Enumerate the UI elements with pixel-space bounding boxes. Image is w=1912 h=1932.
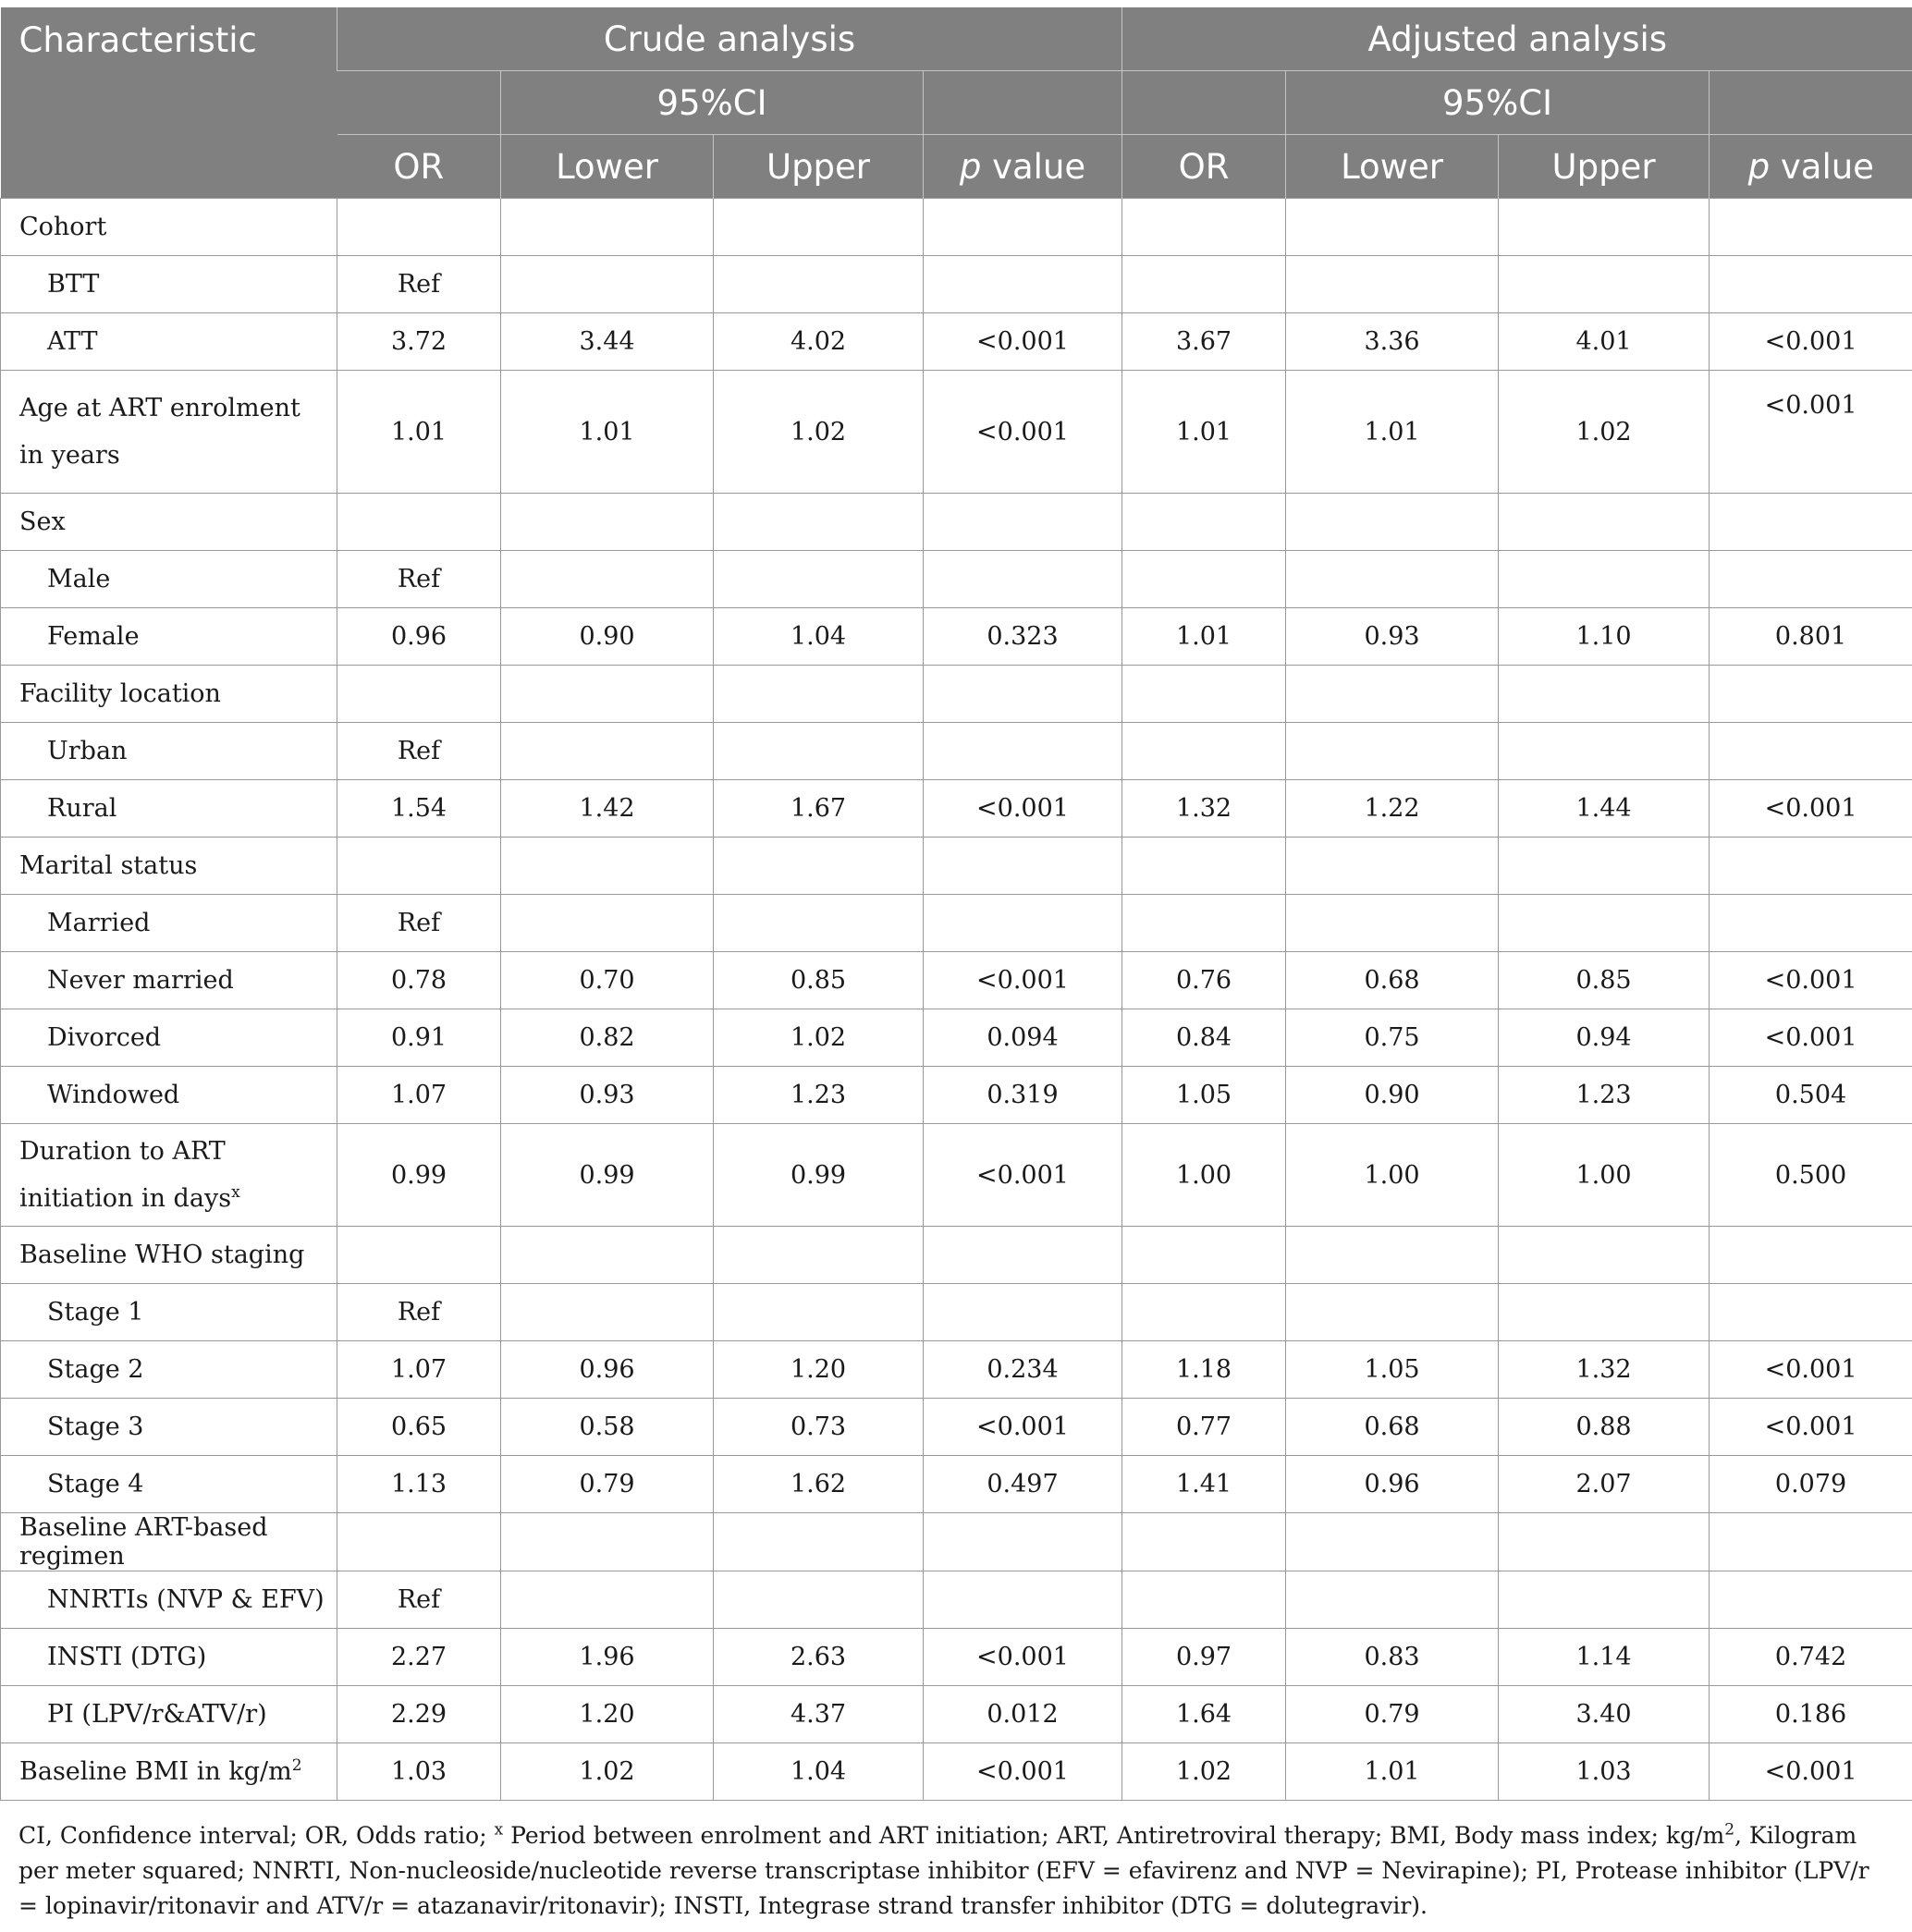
cell-adjusted-lower: 0.83 [1286, 1629, 1499, 1686]
cell-adjusted-lower: 0.75 [1286, 1009, 1499, 1067]
header-crude-95ci: 95%CI [501, 71, 924, 135]
row-label: Sex [1, 494, 337, 551]
cell-adjusted-lower: 0.79 [1286, 1686, 1499, 1743]
header-adjusted-or-spacer [1122, 71, 1286, 135]
cell-adjusted-lower [1286, 256, 1499, 313]
table-row [1, 723, 1912, 780]
cell-adjusted-lower: 0.68 [1286, 952, 1499, 1009]
cell-adjusted-p-value: 0.186 [1710, 1686, 1912, 1743]
cell-crude-or: 0.99 [337, 1124, 501, 1227]
cell-adjusted-upper: 1.02 [1499, 371, 1710, 494]
cell-adjusted-upper: 2.07 [1499, 1456, 1710, 1513]
cell-adjusted-upper: 1.14 [1499, 1629, 1710, 1686]
row-label: Cohort [1, 199, 337, 256]
row-label: Urban [1, 723, 337, 780]
cell-adjusted-upper: 0.88 [1499, 1399, 1710, 1456]
cell-adjusted-upper: 0.85 [1499, 952, 1710, 1009]
row-label: Age at ART enrolment in years [1, 371, 337, 494]
row-label: INSTI (DTG) [1, 1629, 337, 1686]
row-label: Never married [1, 952, 337, 1009]
cell-crude-upper [714, 199, 924, 256]
cell-crude-or [337, 666, 501, 723]
cell-crude-lower: 0.90 [501, 608, 714, 666]
cell-crude-or [337, 494, 501, 551]
cell-crude-p-value [924, 199, 1122, 256]
cell-crude-or: Ref [337, 551, 501, 608]
cell-adjusted-or [1122, 494, 1286, 551]
cell-crude-lower: 0.99 [501, 1124, 714, 1227]
cell-adjusted-or: 1.00 [1122, 1124, 1286, 1227]
cell-adjusted-or: 1.64 [1122, 1686, 1286, 1743]
row-label: Stage 3 [1, 1399, 337, 1456]
cell-crude-lower [501, 666, 714, 723]
table-row [1, 608, 1912, 666]
cell-crude-or: 0.96 [337, 608, 501, 666]
cell-adjusted-lower: 1.01 [1286, 371, 1499, 494]
cell-crude-p-value: 0.497 [924, 1456, 1122, 1513]
cell-adjusted-upper [1499, 1571, 1710, 1629]
cell-crude-p-value: <0.001 [924, 371, 1122, 494]
cell-crude-p-value: 0.094 [924, 1009, 1122, 1067]
cell-adjusted-lower [1286, 723, 1499, 780]
cell-crude-upper [714, 494, 924, 551]
odds-ratio-table [0, 7, 1912, 1801]
header-crude-upper: Upper [714, 135, 924, 199]
row-label: NNRTIs (NVP & EFV) [1, 1571, 337, 1629]
table-row [1, 313, 1912, 371]
cell-crude-upper: 1.23 [714, 1067, 924, 1124]
cell-crude-upper: 0.73 [714, 1399, 924, 1456]
cell-crude-or: 1.03 [337, 1743, 501, 1801]
cell-crude-p-value [924, 256, 1122, 313]
cell-crude-upper [714, 838, 924, 895]
cell-adjusted-p-value: <0.001 [1710, 1341, 1912, 1399]
row-label: Stage 2 [1, 1341, 337, 1399]
cell-crude-lower: 1.20 [501, 1686, 714, 1743]
row-label: Married [1, 895, 337, 952]
cell-adjusted-lower [1286, 895, 1499, 952]
cell-adjusted-upper [1499, 1513, 1710, 1571]
cell-crude-upper: 0.85 [714, 952, 924, 1009]
table-row [1, 1124, 1912, 1227]
cell-adjusted-lower [1286, 1284, 1499, 1341]
cell-adjusted-upper [1499, 1227, 1710, 1284]
cell-adjusted-p-value: <0.001 [1710, 780, 1912, 838]
header-crude-analysis: Crude analysis [337, 7, 1122, 71]
cell-crude-p-value [924, 838, 1122, 895]
cell-crude-or: Ref [337, 1571, 501, 1629]
cell-crude-upper [714, 1284, 924, 1341]
cell-adjusted-upper [1499, 494, 1710, 551]
row-label: Windowed [1, 1067, 337, 1124]
cell-crude-upper: 1.62 [714, 1456, 924, 1513]
table-body [1, 199, 1912, 1801]
cell-crude-or: 0.65 [337, 1399, 501, 1456]
cell-adjusted-or: 1.01 [1122, 608, 1286, 666]
cell-adjusted-upper [1499, 895, 1710, 952]
table-row [1, 1513, 1912, 1571]
cell-adjusted-upper [1499, 551, 1710, 608]
cell-crude-lower: 0.96 [501, 1341, 714, 1399]
table-row [1, 1067, 1912, 1124]
cell-crude-p-value: <0.001 [924, 1399, 1122, 1456]
table-row [1, 1571, 1912, 1629]
cell-adjusted-p-value: <0.001 [1710, 1009, 1912, 1067]
cell-crude-p-value: <0.001 [924, 1124, 1122, 1227]
cell-crude-p-value [924, 551, 1122, 608]
cell-crude-upper [714, 723, 924, 780]
cell-crude-or [337, 199, 501, 256]
cell-crude-or: 1.07 [337, 1067, 501, 1124]
cell-adjusted-lower [1286, 551, 1499, 608]
row-label: PI (LPV/r&ATV/r) [1, 1686, 337, 1743]
cell-adjusted-lower: 3.36 [1286, 313, 1499, 371]
row-label: Stage 1 [1, 1284, 337, 1341]
cell-adjusted-or [1122, 666, 1286, 723]
cell-crude-upper [714, 256, 924, 313]
table-row [1, 1456, 1912, 1513]
cell-crude-upper: 1.67 [714, 780, 924, 838]
cell-adjusted-upper: 3.40 [1499, 1686, 1710, 1743]
cell-crude-upper: 0.99 [714, 1124, 924, 1227]
cell-adjusted-lower [1286, 838, 1499, 895]
cell-crude-lower [501, 494, 714, 551]
header-crude-lower: Lower [501, 135, 714, 199]
cell-adjusted-upper: 1.44 [1499, 780, 1710, 838]
cell-crude-lower [501, 1571, 714, 1629]
cell-crude-p-value [924, 1284, 1122, 1341]
cell-adjusted-or [1122, 895, 1286, 952]
table-row [1, 838, 1912, 895]
cell-adjusted-or: 0.84 [1122, 1009, 1286, 1067]
cell-adjusted-upper [1499, 256, 1710, 313]
row-label: Male [1, 551, 337, 608]
cell-adjusted-p-value: <0.001 [1710, 1399, 1912, 1456]
header-adjusted-p-spacer [1710, 71, 1912, 135]
cell-crude-lower [501, 1227, 714, 1284]
table-row [1, 1284, 1912, 1341]
row-label: Rural [1, 780, 337, 838]
cell-adjusted-lower: 0.96 [1286, 1456, 1499, 1513]
cell-adjusted-lower [1286, 494, 1499, 551]
cell-adjusted-p-value: <0.001 [1710, 1743, 1912, 1801]
row-label: Facility location [1, 666, 337, 723]
cell-crude-p-value: 0.012 [924, 1686, 1122, 1743]
cell-crude-upper [714, 1513, 924, 1571]
row-label: Stage 4 [1, 1456, 337, 1513]
cell-crude-upper: 4.37 [714, 1686, 924, 1743]
cell-crude-p-value [924, 666, 1122, 723]
row-label: Duration to ART initiation in days$^x$ [1, 1124, 337, 1227]
table-row [1, 199, 1912, 256]
cell-adjusted-upper: 4.01 [1499, 313, 1710, 371]
cell-crude-lower [501, 256, 714, 313]
cell-adjusted-or: 0.77 [1122, 1399, 1286, 1456]
cell-adjusted-p-value [1710, 1284, 1912, 1341]
table-row [1, 1629, 1912, 1686]
cell-adjusted-lower [1286, 1571, 1499, 1629]
cell-adjusted-upper [1499, 666, 1710, 723]
cell-adjusted-p-value: 0.801 [1710, 608, 1912, 666]
row-label: Baseline WHO staging [1, 1227, 337, 1284]
cell-crude-lower [501, 1513, 714, 1571]
cell-crude-upper [714, 666, 924, 723]
table-row [1, 551, 1912, 608]
cell-adjusted-p-value: <0.001 [1710, 952, 1912, 1009]
cell-adjusted-p-value: 0.079 [1710, 1456, 1912, 1513]
cell-crude-or: 0.91 [337, 1009, 501, 1067]
cell-adjusted-p-value [1710, 1513, 1912, 1571]
cell-crude-lower: 1.42 [501, 780, 714, 838]
cell-crude-lower: 0.79 [501, 1456, 714, 1513]
cell-crude-or: Ref [337, 256, 501, 313]
table-row [1, 494, 1912, 551]
cell-adjusted-or [1122, 551, 1286, 608]
cell-adjusted-p-value: <0.001 [1710, 313, 1912, 371]
cell-adjusted-upper: 1.23 [1499, 1067, 1710, 1124]
table-row [1, 895, 1912, 952]
cell-adjusted-p-value [1710, 199, 1912, 256]
cell-crude-upper: 1.04 [714, 608, 924, 666]
table-row [1, 1227, 1912, 1284]
table-row [1, 371, 1912, 494]
cell-adjusted-lower: 0.90 [1286, 1067, 1499, 1124]
row-label: Baseline ART-based regimen [1, 1513, 337, 1571]
table-row [1, 1341, 1912, 1399]
cell-crude-or: 1.54 [337, 780, 501, 838]
cell-adjusted-p-value [1710, 838, 1912, 895]
cell-adjusted-p-value [1710, 723, 1912, 780]
cell-crude-or: 1.07 [337, 1341, 501, 1399]
cell-crude-lower [501, 199, 714, 256]
cell-crude-or: Ref [337, 723, 501, 780]
cell-crude-lower [501, 838, 714, 895]
table-row [1, 952, 1912, 1009]
table-row [1, 666, 1912, 723]
cell-crude-p-value [924, 723, 1122, 780]
cell-adjusted-upper [1499, 838, 1710, 895]
cell-crude-lower [501, 1284, 714, 1341]
cell-adjusted-or: 1.02 [1122, 1743, 1286, 1801]
cell-adjusted-lower: 0.93 [1286, 608, 1499, 666]
cell-adjusted-lower: 0.68 [1286, 1399, 1499, 1456]
cell-crude-p-value [924, 1571, 1122, 1629]
cell-adjusted-p-value: 0.500 [1710, 1124, 1912, 1227]
cell-crude-upper: 1.02 [714, 1009, 924, 1067]
header-adjusted-95ci: 95%CI [1286, 71, 1710, 135]
cell-crude-p-value: <0.001 [924, 952, 1122, 1009]
cell-adjusted-or: 1.05 [1122, 1067, 1286, 1124]
cell-crude-lower: 1.96 [501, 1629, 714, 1686]
cell-adjusted-lower [1286, 1513, 1499, 1571]
cell-crude-lower: 1.02 [501, 1743, 714, 1801]
cell-adjusted-p-value [1710, 551, 1912, 608]
cell-adjusted-or [1122, 199, 1286, 256]
cell-adjusted-lower [1286, 199, 1499, 256]
table-row [1, 1743, 1912, 1801]
cell-adjusted-p-value [1710, 666, 1912, 723]
cell-adjusted-or: 1.41 [1122, 1456, 1286, 1513]
cell-adjusted-upper [1499, 199, 1710, 256]
cell-adjusted-p-value [1710, 895, 1912, 952]
cell-crude-or [337, 1513, 501, 1571]
cell-crude-upper [714, 1571, 924, 1629]
cell-adjusted-or [1122, 1284, 1286, 1341]
cell-crude-p-value [924, 494, 1122, 551]
cell-adjusted-or: 1.18 [1122, 1341, 1286, 1399]
cell-adjusted-upper: 0.94 [1499, 1009, 1710, 1067]
table-row [1, 1009, 1912, 1067]
cell-crude-lower [501, 723, 714, 780]
cell-crude-upper: 1.02 [714, 371, 924, 494]
header-adjusted-or: OR [1122, 135, 1286, 199]
cell-adjusted-lower: 1.01 [1286, 1743, 1499, 1801]
cell-adjusted-or: 0.97 [1122, 1629, 1286, 1686]
cell-crude-p-value: <0.001 [924, 1629, 1122, 1686]
header-adjusted-p-value: p value [1710, 135, 1912, 199]
header-adjusted-analysis: Adjusted analysis [1122, 7, 1912, 71]
cell-adjusted-lower: 1.22 [1286, 780, 1499, 838]
cell-adjusted-or [1122, 723, 1286, 780]
cell-crude-lower [501, 895, 714, 952]
cell-crude-lower: 0.82 [501, 1009, 714, 1067]
cell-adjusted-or [1122, 1227, 1286, 1284]
cell-crude-or: 2.27 [337, 1629, 501, 1686]
header-adjusted-upper: Upper [1499, 135, 1710, 199]
cell-adjusted-or: 1.32 [1122, 780, 1286, 838]
cell-adjusted-or [1122, 1571, 1286, 1629]
row-label: Marital status [1, 838, 337, 895]
cell-crude-upper [714, 551, 924, 608]
cell-adjusted-or [1122, 1513, 1286, 1571]
cell-crude-p-value: <0.001 [924, 1743, 1122, 1801]
table-header [1, 7, 1912, 199]
cell-crude-lower: 3.44 [501, 313, 714, 371]
table-row [1, 256, 1912, 313]
cell-crude-p-value: 0.323 [924, 608, 1122, 666]
cell-crude-p-value: 0.234 [924, 1341, 1122, 1399]
header-crude-or-spacer [337, 71, 501, 135]
cell-crude-or: Ref [337, 1284, 501, 1341]
cell-adjusted-or: 0.76 [1122, 952, 1286, 1009]
row-label: Baseline BMI in $kg/m^2$ [1, 1743, 337, 1801]
cell-crude-lower: 0.58 [501, 1399, 714, 1456]
row-label: ATT [1, 313, 337, 371]
row-label: Divorced [1, 1009, 337, 1067]
cell-adjusted-lower: 1.05 [1286, 1341, 1499, 1399]
table-row [1, 1399, 1912, 1456]
cell-crude-lower [501, 551, 714, 608]
cell-adjusted-p-value [1710, 1227, 1912, 1284]
cell-crude-or: 3.72 [337, 313, 501, 371]
cell-crude-or: Ref [337, 895, 501, 952]
row-label: Female [1, 608, 337, 666]
cell-crude-or [337, 838, 501, 895]
cell-adjusted-lower: 1.00 [1286, 1124, 1499, 1227]
cell-adjusted-p-value: 0.742 [1710, 1629, 1912, 1686]
table-footnote: CI, Confidence interval; OR, Odds ratio; $^x$ Period between enrolment and ART initiation; ART, Antiretroviral therapy; BMI, Body mass index; $kg/m^2$, Kilogram per meter squared; NNRTI, Non-nucleoside/nucleotide reverse transcriptase inhibitor (EFV = efavirenz and NVP = Nevirapine); PI, Protease inhibitor (LPV/r = lopinavir/ritonavir and ATV/r = atazanavir/ritonavir); INSTI, Integrase strand transfer inhibitor (DTG = dolutegravir). [18, 1820, 1869, 1919]
header-adjusted-lower: Lower [1286, 135, 1499, 199]
cell-crude-or: 0.78 [337, 952, 501, 1009]
cell-crude-lower: 0.93 [501, 1067, 714, 1124]
cell-crude-upper: 1.04 [714, 1743, 924, 1801]
table-container [0, 7, 1912, 1801]
cell-adjusted-upper [1499, 723, 1710, 780]
cell-adjusted-p-value: <0.001 [1710, 371, 1912, 494]
cell-crude-or: 1.13 [337, 1456, 501, 1513]
header-crude-or: OR [337, 135, 501, 199]
header-crude-p-spacer [924, 71, 1122, 135]
cell-adjusted-upper: 1.00 [1499, 1124, 1710, 1227]
table-row [1, 1686, 1912, 1743]
cell-crude-p-value [924, 1227, 1122, 1284]
cell-adjusted-p-value [1710, 1571, 1912, 1629]
table-row [1, 780, 1912, 838]
cell-adjusted-lower [1286, 666, 1499, 723]
cell-adjusted-p-value [1710, 256, 1912, 313]
cell-adjusted-or [1122, 256, 1286, 313]
cell-adjusted-upper: 1.10 [1499, 608, 1710, 666]
cell-crude-p-value [924, 1513, 1122, 1571]
cell-crude-p-value: <0.001 [924, 313, 1122, 371]
row-label: BTT [1, 256, 337, 313]
header-characteristic: Characteristic [1, 7, 337, 199]
header-crude-p-value: p value [924, 135, 1122, 199]
cell-crude-p-value [924, 895, 1122, 952]
cell-adjusted-upper: 1.32 [1499, 1341, 1710, 1399]
cell-adjusted-or: 3.67 [1122, 313, 1286, 371]
cell-adjusted-or: 1.01 [1122, 371, 1286, 494]
cell-crude-upper [714, 1227, 924, 1284]
cell-crude-p-value: <0.001 [924, 780, 1122, 838]
cell-adjusted-p-value: 0.504 [1710, 1067, 1912, 1124]
cell-crude-or: 2.29 [337, 1686, 501, 1743]
cell-crude-lower: 0.70 [501, 952, 714, 1009]
cell-adjusted-upper [1499, 1284, 1710, 1341]
cell-adjusted-or [1122, 838, 1286, 895]
cell-adjusted-upper: 1.03 [1499, 1743, 1710, 1801]
cell-adjusted-p-value [1710, 494, 1912, 551]
cell-crude-upper: 1.20 [714, 1341, 924, 1399]
cell-adjusted-lower [1286, 1227, 1499, 1284]
cell-crude-upper [714, 895, 924, 952]
cell-crude-or: 1.01 [337, 371, 501, 494]
cell-crude-upper: 4.02 [714, 313, 924, 371]
cell-crude-upper: 2.63 [714, 1629, 924, 1686]
cell-crude-or [337, 1227, 501, 1284]
cell-crude-p-value: 0.319 [924, 1067, 1122, 1124]
cell-crude-lower: 1.01 [501, 371, 714, 494]
